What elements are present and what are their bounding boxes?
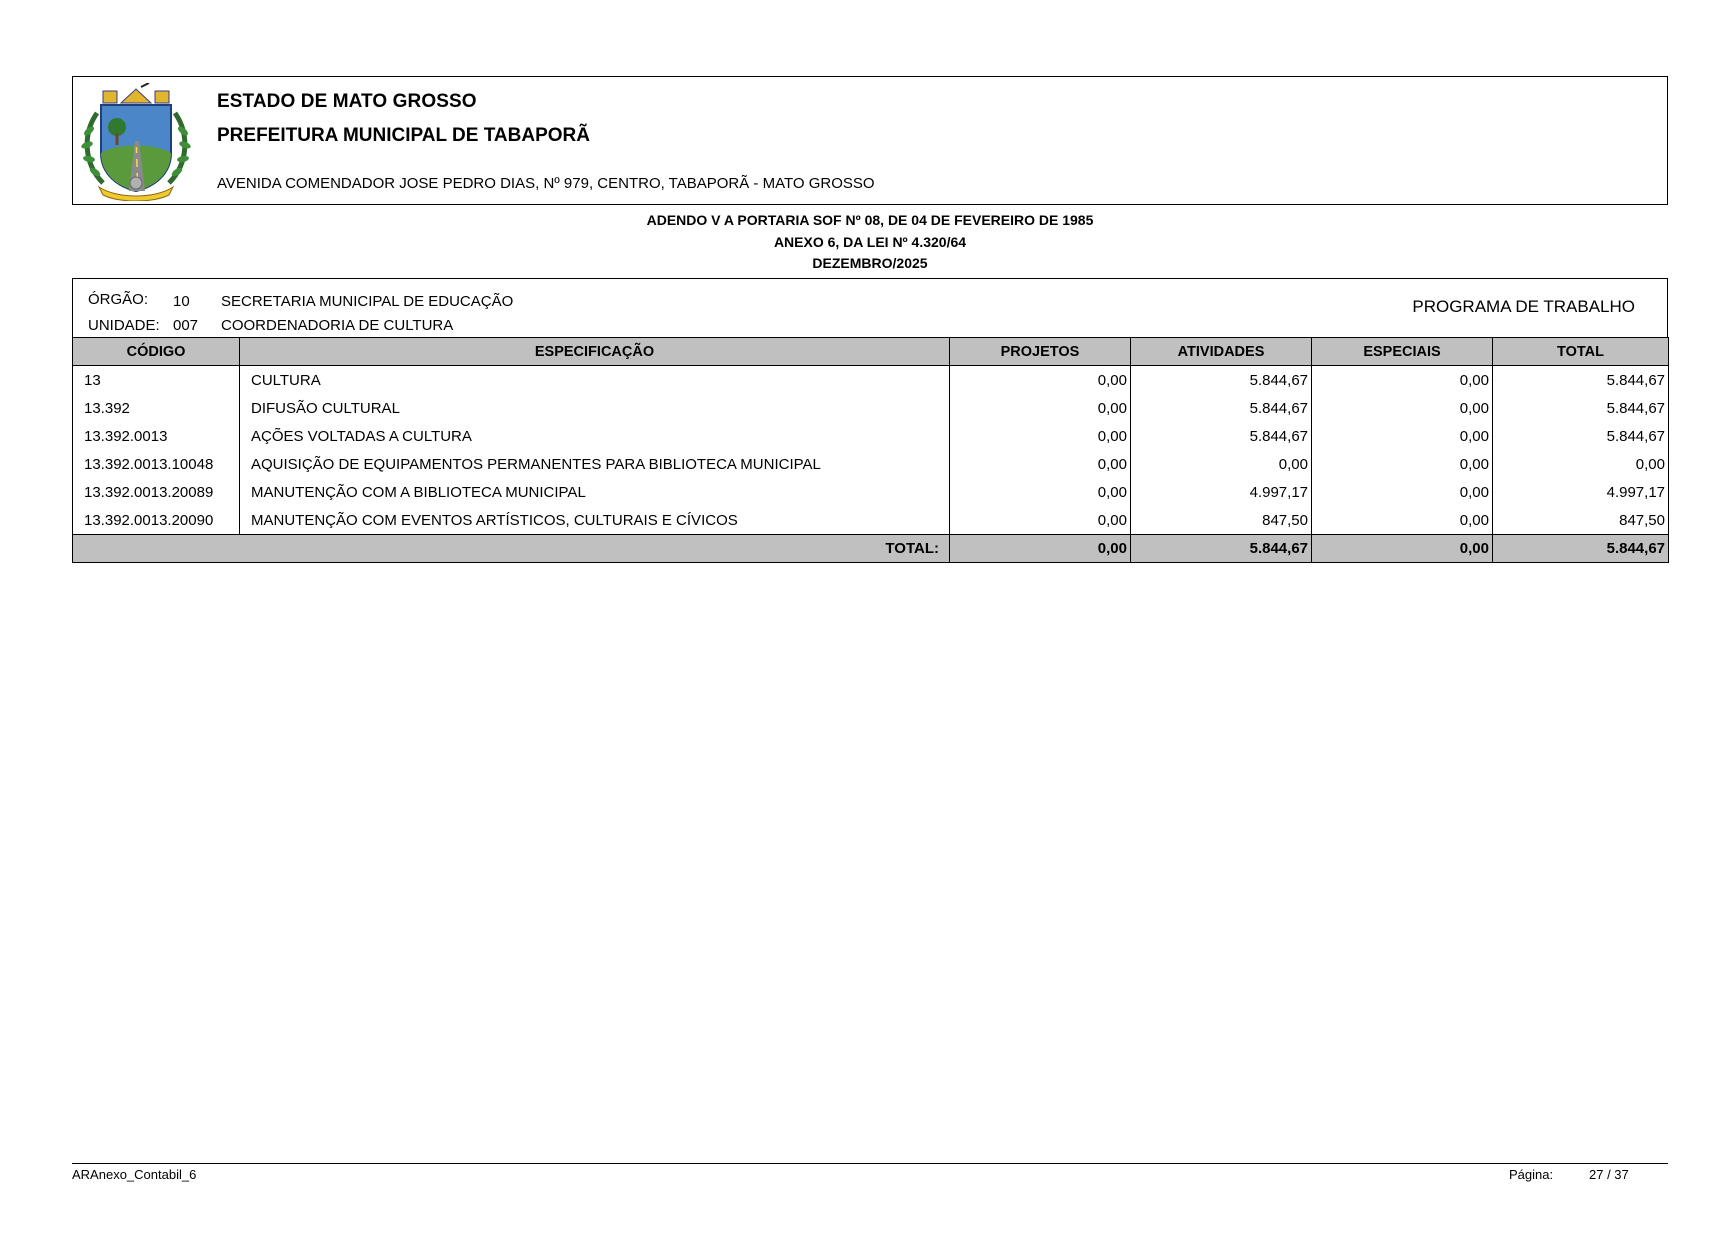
total-total: 5.844,67 — [1493, 535, 1669, 563]
unidade-name: COORDENADORIA DE CULTURA — [221, 317, 454, 334]
table-header-row — [73, 338, 1669, 366]
cell-codigo: 13.392.0013.20089 — [73, 478, 240, 506]
cell-projetos: 0,00 — [950, 506, 1131, 535]
cell-total: 5.844,67 — [1493, 366, 1669, 395]
column-header-atividades: ATIVIDADES — [1131, 338, 1312, 366]
table-row — [73, 450, 1669, 478]
work-program-table — [72, 337, 1669, 563]
cell-codigo: 13.392.0013.10048 — [73, 450, 240, 478]
prefecture-address: AVENIDA COMENDADOR JOSE PEDRO DIAS, Nº 979, CENTRO, TABAPORÃ - MATO GROSSO — [217, 175, 875, 192]
program-title: PROGRAMA DE TRABALHO — [1412, 297, 1635, 316]
cell-especiais: 0,00 — [1312, 478, 1493, 506]
cell-especiais: 0,00 — [1312, 366, 1493, 395]
footer-divider — [72, 1163, 1668, 1164]
table-row — [73, 394, 1669, 422]
report-title-line-1: ADENDO V A PORTARIA SOF Nº 08, DE 04 DE FEVEREIRO DE 1985 — [646, 212, 1094, 228]
cell-projetos: 0,00 — [950, 366, 1131, 395]
cell-especiais: 0,00 — [1312, 450, 1493, 478]
cell-total: 5.844,67 — [1493, 422, 1669, 450]
cell-especificacao: AÇÕES VOLTADAS A CULTURA — [240, 422, 950, 450]
report-name: ARAnexo_Contabil_6 — [72, 1167, 197, 1182]
cell-especiais: 0,00 — [1312, 422, 1493, 450]
cell-especificacao: DIFUSÃO CULTURAL — [240, 394, 950, 422]
total-especiais: 0,00 — [1312, 535, 1493, 563]
cell-especificacao: AQUISIÇÃO DE EQUIPAMENTOS PERMANENTES PARA BIBLIOTECA MUNICIPAL — [240, 450, 950, 478]
report-titles — [72, 210, 1668, 275]
cell-codigo: 13.392.0013.20090 — [73, 506, 240, 535]
cell-especiais: 0,00 — [1312, 506, 1493, 535]
cell-atividades: 847,50 — [1131, 506, 1312, 535]
total-projetos: 0,00 — [950, 535, 1131, 563]
cell-especificacao: MANUTENÇÃO COM A BIBLIOTECA MUNICIPAL — [240, 478, 950, 506]
municipal-coat-of-arms-logo — [77, 83, 195, 201]
prefecture-name: PREFEITURA MUNICIPAL DE TABAPORÃ — [217, 125, 590, 146]
page-number: 27 / 37 — [1589, 1167, 1629, 1182]
column-header-especificacao: ESPECIFICAÇÃO — [240, 338, 950, 366]
cell-especiais: 0,00 — [1312, 394, 1493, 422]
total-label: TOTAL: — [73, 535, 950, 563]
cell-projetos: 0,00 — [950, 478, 1131, 506]
cell-codigo: 13.392 — [73, 394, 240, 422]
column-header-codigo: CÓDIGO — [73, 338, 240, 366]
table-row — [73, 478, 1669, 506]
orgao-name: SECRETARIA MUNICIPAL DE EDUCAÇÃO — [221, 293, 514, 310]
column-header-especiais: ESPECIAIS — [1312, 338, 1493, 366]
orgao-code: 10 — [173, 293, 190, 310]
cell-codigo: 13.392.0013 — [73, 422, 240, 450]
unidade-label: UNIDADE: — [88, 317, 160, 334]
cell-especificacao: CULTURA — [240, 366, 950, 395]
column-header-projetos: PROJETOS — [950, 338, 1131, 366]
table-row — [73, 422, 1669, 450]
column-header-total: TOTAL — [1493, 338, 1669, 366]
cell-total: 4.997,17 — [1493, 478, 1669, 506]
state-name: ESTADO DE MATO GROSSO — [217, 91, 477, 112]
cell-atividades: 5.844,67 — [1131, 366, 1312, 395]
page-label: Página: — [1509, 1167, 1554, 1182]
cell-codigo: 13 — [73, 366, 240, 395]
table-row — [73, 506, 1669, 535]
cell-total: 847,50 — [1493, 506, 1669, 535]
unidade-code: 007 — [173, 317, 199, 334]
table-total-row — [73, 535, 1669, 563]
table-row — [73, 366, 1669, 395]
cell-projetos: 0,00 — [950, 394, 1131, 422]
cell-total: 0,00 — [1493, 450, 1669, 478]
cell-projetos: 0,00 — [950, 450, 1131, 478]
cell-atividades: 5.844,67 — [1131, 422, 1312, 450]
orgao-label: ÓRGÃO: — [88, 291, 149, 308]
cell-total: 5.844,67 — [1493, 394, 1669, 422]
organ-unit-box — [72, 278, 1668, 337]
cell-atividades: 0,00 — [1131, 450, 1312, 478]
cell-especificacao: MANUTENÇÃO COM EVENTOS ARTÍSTICOS, CULTURAIS E CÍVICOS — [240, 506, 950, 535]
cell-atividades: 5.844,67 — [1131, 394, 1312, 422]
cell-projetos: 0,00 — [950, 422, 1131, 450]
report-header — [72, 76, 1668, 205]
cell-atividades: 4.997,17 — [1131, 478, 1312, 506]
report-title-line-2: ANEXO 6, DA LEI Nº 4.320/64 — [773, 233, 967, 250]
total-atividades: 5.844,67 — [1131, 535, 1312, 563]
report-period: DEZEMBRO/2025 — [812, 255, 928, 271]
